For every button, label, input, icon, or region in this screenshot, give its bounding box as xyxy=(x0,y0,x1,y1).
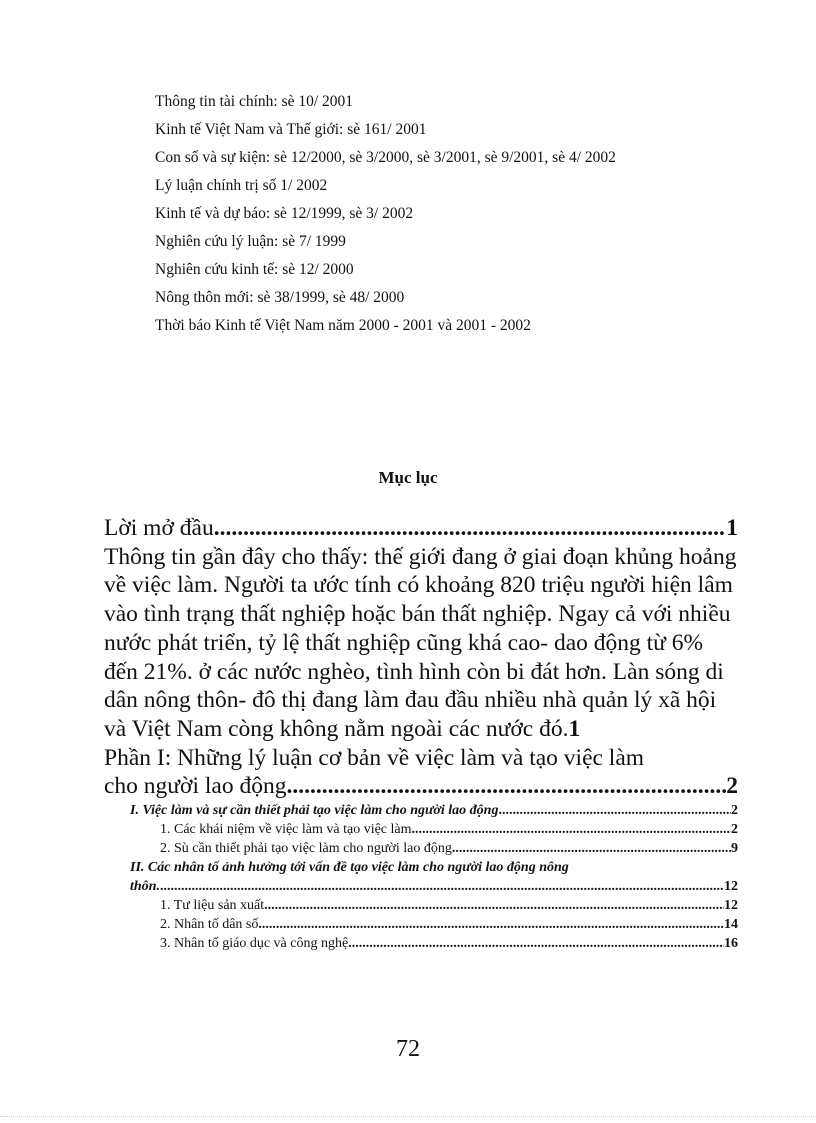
toc-entry-part1[interactable] xyxy=(104,744,738,801)
toc-entry-label: 1. Các khái niệm về việc làm và tạo việc làm xyxy=(160,822,412,838)
reference-item: Nghiên cứu kinh tế: sè 12/ 2000 xyxy=(155,261,354,278)
toc-entry-section1[interactable] xyxy=(130,801,738,820)
toc-entry-label: Lời mở đầu xyxy=(104,515,214,541)
toc-entry-page: 12 xyxy=(724,898,738,914)
toc-entry-section2[interactable] xyxy=(130,858,738,896)
toc-leader-dots xyxy=(348,934,724,953)
toc-leader-dots xyxy=(412,820,731,839)
toc-entry-page: 2 xyxy=(731,803,738,819)
toc-entry-label: II. Các nhân tố ảnh hưởng tới vấn đề tạo việc làm cho người lao động nông xyxy=(130,860,569,876)
reference-item: Kinh tế Việt Nam và Thế giới: sè 161/ 2001 xyxy=(155,121,427,138)
toc-entry-subsection[interactable] xyxy=(160,820,738,839)
toc-entry-page: 2 xyxy=(731,822,738,838)
toc-entry-label-cont: thôn. xyxy=(130,879,160,895)
toc-leader-dots xyxy=(160,877,724,896)
reference-item: Thông tin tài chính: sè 10/ 2001 xyxy=(155,93,354,110)
toc-title: Mục lục xyxy=(378,468,438,487)
reference-item: Nông thôn mới: sè 38/1999, sè 48/ 2000 xyxy=(155,289,405,306)
reference-item: Thời báo Kinh tế Việt Nam năm 2000 - 2001 và 2001 - 2002 xyxy=(155,317,531,334)
toc-leader-dots xyxy=(452,839,731,858)
reference-list xyxy=(155,88,775,340)
toc-entry-page: 9 xyxy=(731,841,738,857)
toc-entry-page: 1 xyxy=(726,515,738,541)
toc-entry-subsection[interactable] xyxy=(160,915,738,934)
reference-item: Con số và sự kiện: sè 12/2000, sè 3/2000, sè 3/2001, sè 9/2001, sè 4/ 2002 xyxy=(155,149,616,166)
page-number: 72 xyxy=(396,1036,420,1062)
toc-entry-intro-paragraph[interactable] xyxy=(104,543,738,744)
toc-entry-subsection[interactable] xyxy=(160,896,738,915)
toc-entry-page: 1 xyxy=(568,715,581,742)
toc-entry-label: 1. Tư liệu sản xuất xyxy=(160,898,265,914)
reference-item: Nghiên cứu lý luận: sè 7/ 1999 xyxy=(155,233,346,250)
toc-leader-dots xyxy=(264,896,724,915)
toc-entry-label: Thông tin gần đây cho thấy: thế giới đang ở giai đoạn khủng hoảng về việc làm. Người ta ước tính có khoảng 820 triệu người hiện lâm vào tình trạng thất nghiệp hoặc bán thất nghiệp. Ngay cả với nhiều nước phát triển, tỷ lệ thất nghiệp cũng khá cao- dao động từ 6% đến 21%. ở các nước nghèo, tình hình còn bi đát hơn. Làn sóng di dân nông thôn- đô thị đang làm đau đầu nhiều nhà quản lý xã hội và Việt Nam còng không nằm ngoài các nước đó. xyxy=(104,543,737,742)
toc-entry-page: 2 xyxy=(726,773,738,800)
toc-leader-dots xyxy=(214,514,727,543)
toc-leader-dots xyxy=(258,915,724,934)
toc-entry-intro[interactable] xyxy=(104,514,738,543)
toc-entry-page: 16 xyxy=(724,936,738,952)
toc-entry-page: 12 xyxy=(724,879,738,895)
toc-entry-label-cont: cho người lao động xyxy=(104,773,287,800)
toc-entry-subsection[interactable] xyxy=(160,934,738,953)
reference-item: Kinh tế và dự báo: sè 12/1999, sè 3/ 2002 xyxy=(155,205,414,222)
toc-leader-dots xyxy=(286,772,726,801)
toc-entry-label: 2. Nhân tố dân số xyxy=(160,917,259,933)
toc-entry-label: 3. Nhân tố giáo dục và công nghệ xyxy=(160,936,349,952)
table-of-contents xyxy=(104,514,738,953)
toc-entry-label: 2. Sù cần thiết phải tạo việc làm cho người lao động xyxy=(160,841,452,857)
toc-entry-page: 14 xyxy=(724,917,738,933)
page-bottom-divider xyxy=(0,1116,816,1117)
toc-entry-label: Phần I: Những lý luận cơ bản về việc làm và tạo việc làm xyxy=(104,744,645,771)
toc-entry-subsection[interactable] xyxy=(160,839,738,858)
reference-item: Lý luận chính trị số 1/ 2002 xyxy=(155,177,328,194)
toc-leader-dots xyxy=(498,801,731,820)
toc-entry-label: I. Việc làm và sự cần thiết phải tạo việc làm cho người lao động xyxy=(130,803,499,819)
